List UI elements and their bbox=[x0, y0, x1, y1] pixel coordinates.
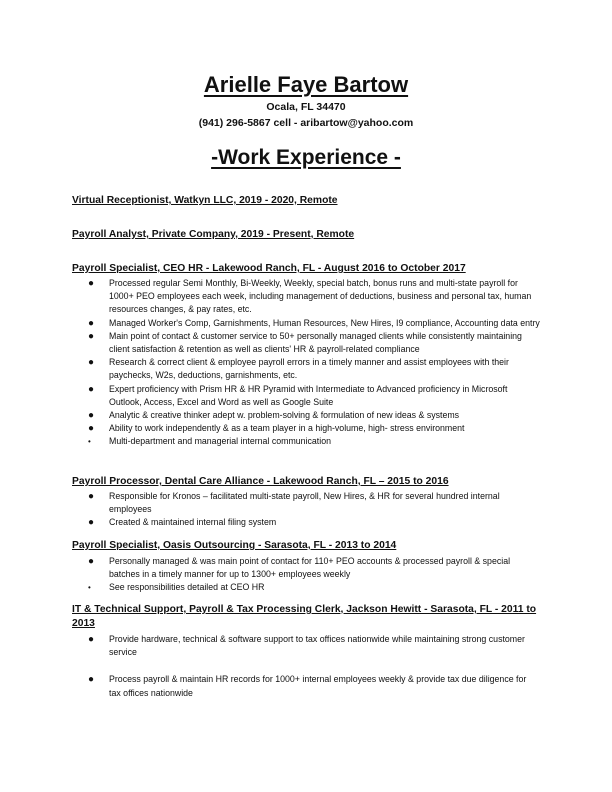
list-item bbox=[72, 673, 540, 699]
job-title: Payroll Processor, Dental Care Alliance - Lakewood Ranch, FL – 2015 to 2016 bbox=[72, 476, 449, 487]
list-item bbox=[72, 330, 540, 356]
bullet-text: Analytic & creative thinker adept w. problem-solving & formulation of new ideas & systems bbox=[109, 410, 460, 421]
bullet-text: Main point of contact & customer service to 50+ personally managed clients while consistently maintaining client satisfaction & retention as well as clients' HR & payroll-related compliance bbox=[109, 330, 522, 355]
bullet-icon: ● bbox=[88, 317, 95, 329]
section-title bbox=[0, 146, 612, 170]
bullet-icon: • bbox=[88, 583, 91, 593]
bullet-text: Created & maintained internal filing system bbox=[109, 517, 277, 528]
bullet-icon: ● bbox=[88, 383, 95, 395]
list-item bbox=[72, 435, 540, 448]
job-title: Virtual Receptionist, Watkyn LLC, 2019 - 2020, Remote bbox=[72, 195, 338, 206]
list-item bbox=[72, 581, 540, 594]
list-item bbox=[72, 422, 540, 435]
list-item bbox=[72, 383, 540, 409]
job-title: IT & Technical Support, Payroll & Tax Processing Clerk, Jackson Hewitt - Sarasota, FL - 2011 to 2013 bbox=[72, 604, 537, 629]
list-item bbox=[72, 277, 540, 317]
bullet-icon: ● bbox=[88, 674, 95, 686]
bullet-icon: ● bbox=[88, 330, 95, 342]
bullet-text: Research & correct client & employee payroll errors in a timely manner and assist employees with their paychecks, W2s, deductions, garnishments, etc. bbox=[109, 357, 509, 381]
resume-location: Ocala, FL 34470 bbox=[266, 101, 346, 113]
bullet-icon: ● bbox=[88, 278, 95, 289]
job-bullets bbox=[72, 277, 540, 449]
job-title: Payroll Specialist, Oasis Outsourcing - Sarasota, FL - 2013 to 2014 bbox=[72, 540, 397, 551]
list-item bbox=[72, 516, 540, 529]
bullet-icon: ● bbox=[88, 410, 95, 422]
list-item bbox=[72, 633, 540, 659]
bullet-icon: ● bbox=[88, 517, 95, 529]
bullet-icon: ● bbox=[88, 491, 95, 502]
bullet-text: Provide hardware, technical & software support to tax offices nationwide while maintaining strong customer service bbox=[109, 634, 525, 658]
bullet-text: Responsible for Kronos – facilitated multi-state payroll, New Hires, & HR for several hundred internal employees bbox=[109, 491, 500, 515]
bullet-text: Personally managed & was main point of contact for 110+ PEO accounts & processed payroll & special batches in a timely manner for up to 1300+ employees weekly bbox=[109, 556, 511, 580]
job-bullets bbox=[72, 555, 540, 595]
list-item bbox=[72, 555, 540, 581]
job-bullets bbox=[72, 490, 540, 530]
bullet-icon: ● bbox=[88, 423, 95, 435]
resume-name-text: Arielle Faye Bartow bbox=[203, 72, 409, 97]
bullet-icon: ● bbox=[88, 634, 95, 645]
job-title: Payroll Specialist, CEO HR - Lakewood Ranch, FL - August 2016 to October 2017 bbox=[72, 263, 466, 274]
section-title-text: -Work Experience - bbox=[211, 146, 401, 169]
bullet-text: Expert proficiency with Prism HR & HR Pyramid with Intermediate to Advanced proficiency in Microsoft Outlook, Access, Excel and Word as well as Google Suite bbox=[109, 383, 508, 407]
list-item bbox=[72, 409, 540, 422]
bullet-text: Ability to work independently & as a team player in a high-volume, high- stress environment bbox=[109, 423, 465, 434]
bullet-text: Multi-department and managerial internal communication bbox=[109, 436, 331, 447]
bullet-text: Processed regular Semi Monthly, Bi-Weekly, Weekly, special batch, bonus runs and multi-state payroll for 1000+ PEO employees each week, including management of deductions, business and personal tax, human resources changes, & pay rates, etc. bbox=[109, 278, 532, 315]
list-item bbox=[72, 356, 540, 382]
list-item bbox=[72, 317, 540, 330]
list-item bbox=[72, 490, 540, 516]
bullet-text: See responsibilities detailed at CEO HR bbox=[109, 582, 265, 593]
resume-name bbox=[0, 72, 612, 98]
bullet-icon: ● bbox=[88, 556, 95, 567]
bullet-icon: • bbox=[88, 437, 91, 447]
bullet-text: Managed Worker's Comp, Garnishments, Human Resources, New Hires, I9 compliance, Accounting data entry bbox=[109, 317, 540, 328]
bullet-text: Process payroll & maintain HR records for 1000+ internal employees weekly & provide tax due diligence for tax offices nationwide bbox=[109, 674, 527, 698]
resume-contact: (941) 296-5867 cell - aribartow@yahoo.com bbox=[198, 117, 414, 129]
bullet-icon: ● bbox=[88, 357, 95, 369]
job-title: Payroll Analyst, Private Company, 2019 - Present, Remote bbox=[72, 229, 355, 240]
job-bullets bbox=[72, 633, 540, 700]
